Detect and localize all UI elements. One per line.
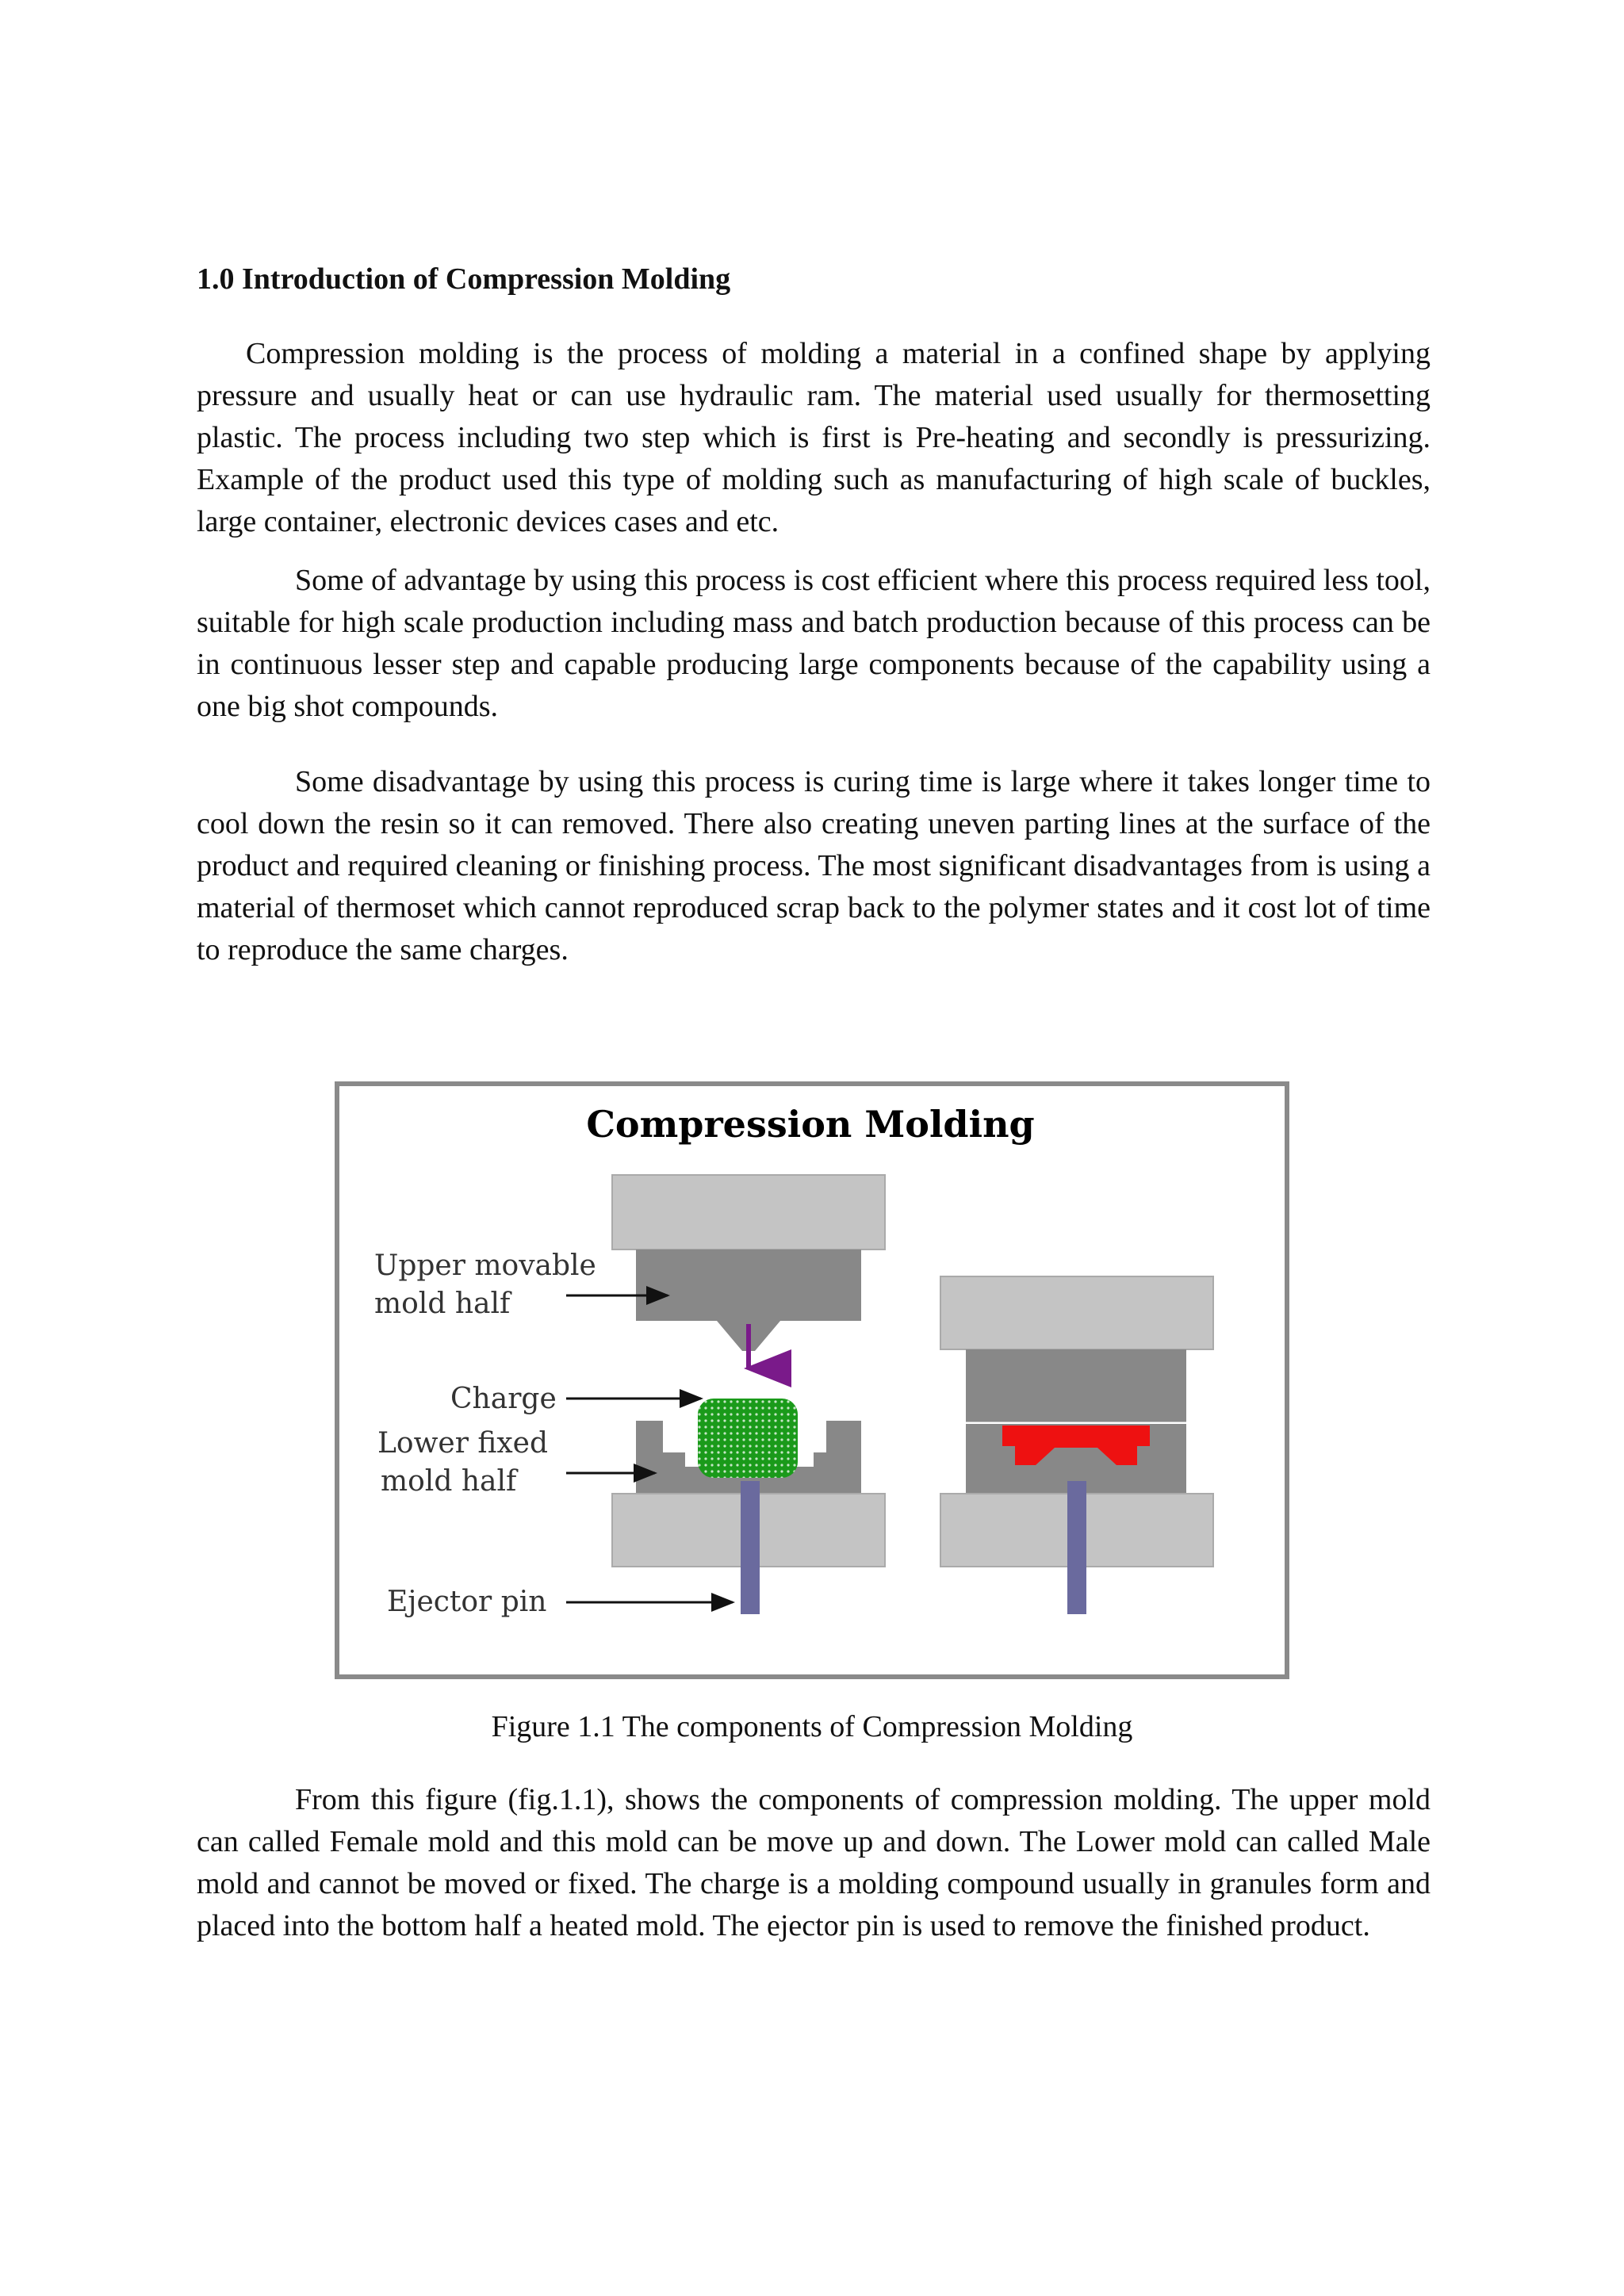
label-ejector: Ejector pin (387, 1586, 547, 1618)
section-heading: 1.0 Introduction of Compression Molding (197, 262, 731, 296)
upper-platen-right (940, 1276, 1213, 1349)
ejector-pin-right (1067, 1481, 1086, 1614)
ejector-pin-left (741, 1481, 760, 1614)
upper-mold-half-right (966, 1349, 1186, 1422)
compression-molding-figure (335, 1081, 1289, 1679)
label-charge: Charge (450, 1383, 557, 1415)
paragraph-advantages: Some of advantage by using this process is cost efficient where this process required less tool, suitable for high scale production including mass and batch production because of this process can be in continuous lesser step and capable producing large components because of the capability using a one big shot compounds. (197, 564, 1431, 723)
figure-title: Compression Molding (586, 1103, 1035, 1146)
upper-platen-left (612, 1175, 885, 1249)
label-lower-line1: Lower fixed (377, 1427, 549, 1460)
paragraph-disadvantages: Some disadvantage by using this process is curing time is large where it takes longer time to cool down the resin so it can removed. There also creating uneven parting lines at the surface of the product and required cleaning or finishing process. The most significant disadvantages from is using a material of thermoset which cannot reproduced scrap back to the polymer states and it cost lot of time to reproduce the same charges. (197, 765, 1431, 966)
paragraph-figure-description: From this figure (fig.1.1), shows the components of compression molding. The upper mold can called Female mold and this mold can be move up and down. The Lower mold can called Male mold and cannot be moved or fixed. The charge is a molding compound usually in granules form and placed into the bottom half a heated mold. The ejector pin is used to remove the finished product. (197, 1783, 1431, 1942)
paragraph-intro: Compression molding is the process of molding a material in a confined shape by applying pressure and usually heat or can use hydraulic ram. The material used usually for thermosetting plastic. The process including two step which is first is Pre-heating and secondly is pressurizing. Example of the product used this type of molding such as manufacturing of high scale of buckles, large container, electronic devices cases and etc. (197, 337, 1431, 538)
label-lower-line2: mold half (381, 1465, 517, 1498)
label-upper-line1: Upper movable (374, 1249, 596, 1282)
figure-caption: Figure 1.1 The components of Compression Molding (491, 1710, 1133, 1743)
label-upper-line2: mold half (374, 1288, 511, 1320)
charge-texture (698, 1399, 798, 1478)
